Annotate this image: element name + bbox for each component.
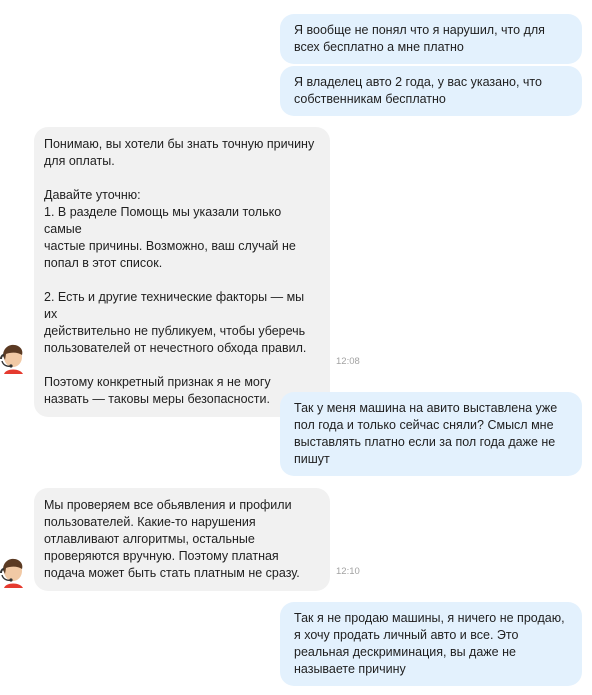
message-meta — [336, 356, 360, 367]
message-text[interactable]: Я вообще не понял что я нарушил, что для всех бесплатно а мне платно — [280, 14, 582, 64]
message-text[interactable]: Так у меня машина на авито выставлена уже пол года и только сейчас сняли? Смысл мне выставлять платно если за пол года даже не пишут — [280, 392, 582, 476]
message-text[interactable]: Так я не продаю машины, я ничего не продаю, я хочу продать личный авто и все. Это реальная дескриминация, вы даже не называете причину — [280, 602, 582, 686]
message-time: 12:10 — [336, 566, 360, 577]
message-text[interactable]: Я владелец авто 2 года, у вас указано, что собственникам бесплатно — [280, 66, 582, 116]
message-meta — [336, 566, 360, 577]
message-time: 12:08 — [336, 356, 360, 367]
support-agent-avatar — [0, 554, 24, 588]
message-text[interactable]: Понимаю, вы хотели бы знать точную причину для оплаты. Давайте уточню: 1. В разделе Помощь мы указали только самые частые причины. Возможно, ваш случай не попал в этот список. 2. Есть и другие технические факторы — мы их действительно не публикуем, чтобы уберечь пользователей от нечестного обхода правил. Поэтому конкретный признак я не могу назвать — таковы меры безопасности. — [34, 127, 330, 417]
message-text[interactable]: Мы проверяем все обьявления и профили пользователей. Какие-то нарушения отлавливают алгоритмы, остальные проверяются вручную. Поэтому платная подача может быть стать платным не сразу. — [34, 488, 330, 591]
support-agent-avatar — [0, 340, 24, 374]
